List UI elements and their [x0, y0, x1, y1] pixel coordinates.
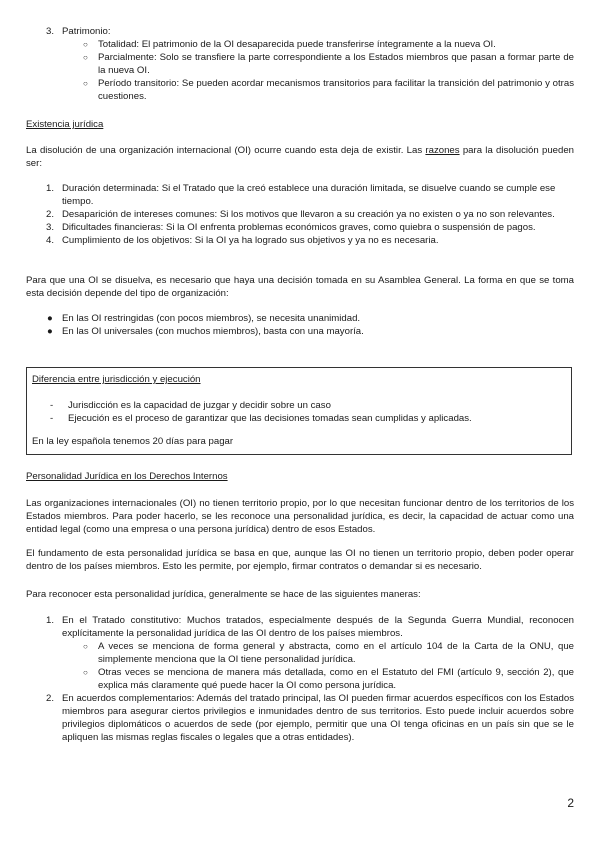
intro-text-end: para la disolución pueden ser: — [26, 145, 574, 169]
dash-bullet-icon: - — [50, 400, 54, 411]
section-heading-personalidad: Personalidad Jurídica en los Derechos Internos — [26, 471, 228, 482]
razones-link: razones — [425, 145, 460, 156]
sub-item-text: Otras veces se menciona de manera más detallada, como en el Estatuto del FMI (artículo 9, sección 2), que explica más claramente qué puede hacer la OI como persona jurídica. — [98, 667, 574, 691]
section-heading-existencia: Existencia jurídica — [26, 119, 104, 130]
sub-item-text: A veces se menciona de forma general y abstracta, como en el artículo 104 de la Carta de la ONU, que simplemente menciona que la OI tiene personalidad jurídica. — [98, 641, 574, 665]
intro-text: La disolución de una organización internacional (OI) ocurre cuando esta deja de existir. Las — [26, 145, 426, 156]
personalidad-list — [26, 614, 574, 744]
reason-text: Duración determinada: Si el Tratado que la creó establece una duración limitada, se disuelve cuando se cumple ese tiempo. — [62, 183, 556, 207]
patrimonio-periodo-transitorio: Período transitorio: Se pueden acordar mecanismos transitorios para facilitar la transición del patrimonio y otras cuestiones. — [98, 78, 574, 102]
personalidad-para3 — [26, 588, 574, 601]
patrimonio-section — [26, 25, 574, 103]
personalidad-para2 — [26, 547, 574, 573]
list-number: 2. — [46, 693, 55, 704]
list-number: 1. — [46, 183, 55, 194]
list-item-text: En acuerdos complementarios: Además del tratado principal, las OI pueden firmar acuerdos específicos con los Estados miembros para asegurar ciertos privilegios e inmunidades dentro de sus territorios. Esto puede incluir acuerdos sobre privilegios diplomáticos o acuerdos de sede (por ejemplo, permitir que una OI tenga oficinas en un país sin que se le apliquen las mismas reglas fiscales o legales que a otras entidades). — [62, 693, 574, 743]
patrimonio-item — [26, 25, 574, 38]
list-item — [26, 221, 574, 234]
mayoria-bullets — [26, 312, 574, 338]
circle-bullet-icon: ○ — [83, 642, 88, 651]
sub-list-item — [26, 640, 574, 666]
existencia-intro — [26, 144, 574, 170]
dash-bullet-icon: - — [50, 413, 54, 424]
paragraph-text: El fundamento de esta personalidad jurídica se basa en que, aunque las OI no tienen un territorio propio, deben poder operar dentro de los países miembros. Esto les permite, por ejemplo, firmar contratos o demandar si es necesario. — [26, 548, 574, 572]
patrimonio-totalidad: Totalidad: El patrimonio de la OI desaparecida puede transferirse íntegramente a la nueva OI. — [98, 39, 496, 50]
list-item — [26, 182, 574, 208]
list-number: 3. — [46, 26, 55, 37]
personalidad-para1 — [26, 497, 574, 536]
circle-bullet-icon: ○ — [83, 40, 88, 49]
list-item — [26, 692, 574, 744]
paragraph-text: Para reconocer esta personalidad jurídica, generalmente se hace de las siguientes maneras: — [26, 589, 421, 600]
existencia-heading-block — [26, 118, 574, 131]
sub-list-item — [26, 77, 574, 103]
circle-bullet-icon: ○ — [83, 79, 88, 88]
list-number: 2. — [46, 209, 55, 220]
bullet-text: En las OI restringidas (con pocos miembros), se necesita unanimidad. — [62, 313, 361, 324]
list-number: 1. — [46, 615, 55, 626]
bullet-icon: ● — [47, 326, 53, 337]
bullet-text: En las OI universales (con muchos miembros), basta con una mayoría. — [62, 326, 364, 337]
box-item-text: Ejecución es el proceso de garantizar que las decisiones tomadas sean cumplidas y aplicadas. — [68, 413, 472, 424]
list-item — [32, 399, 562, 412]
disolucion-paragraph — [26, 274, 574, 300]
paragraph-text: Para que una OI se disuelva, es necesario que haya una decisión tomada en su Asamblea General. La forma en que se toma esta decisión depende del tipo de organización: — [26, 275, 574, 299]
list-number: 4. — [46, 235, 55, 246]
reason-text: Desaparición de intereses comunes: Si los motivos que llevaron a su creación ya no existen o ya no son relevantes. — [62, 209, 555, 220]
bullet-icon: ● — [47, 313, 53, 324]
box-note: En la ley española tenemos 20 días para pagar — [32, 436, 234, 447]
list-number: 3. — [46, 222, 55, 233]
box-item-text: Jurisdicción es la capacidad de juzgar y decidir sobre un caso — [68, 400, 331, 411]
sub-list-item — [26, 51, 574, 77]
list-item-text: En el Tratado constitutivo: Muchos tratados, especialmente después de la Segunda Guerra Mundial, reconocen explícitamente la personalidad jurídica de las OI dentro de los países miembros. — [62, 615, 574, 639]
list-item — [26, 234, 574, 247]
personalidad-heading-block — [26, 470, 574, 483]
list-item — [32, 412, 562, 425]
jurisdiccion-note-box — [26, 367, 572, 455]
reason-text: Dificultades financieras: Si la OI enfrenta problemas económicos graves, como quiebra o suspensión de pagos. — [62, 222, 536, 233]
list-item — [26, 325, 574, 338]
patrimonio-title: Patrimonio: — [62, 26, 111, 37]
sub-list-item — [26, 666, 574, 692]
sub-list-item — [26, 38, 574, 51]
page-number: 2 — [567, 796, 574, 810]
circle-bullet-icon: ○ — [83, 53, 88, 62]
reasons-list — [26, 182, 574, 247]
box-heading: Diferencia entre jurisdicción y ejecución — [32, 374, 201, 385]
patrimonio-parcialmente: Parcialmente: Solo se transfiere la parte correspondiente a los Estados miembros que pasan a formar parte de la nueva OI. — [98, 52, 574, 76]
paragraph-text: Las organizaciones internacionales (OI) no tienen territorio propio, por lo que necesitan funcionar dentro de los territorios de los Estados miembros. Para poder hacerlo, se les reconoce una personalidad jurídica, es decir, la capacidad de actuar como una entidad legal (como una empresa o una persona jurídica) dentro de esos Estados. — [26, 498, 574, 535]
list-item — [26, 208, 574, 221]
list-item — [26, 614, 574, 640]
reason-text: Cumplimiento de los objetivos: Si la OI ya ha logrado sus objetivos y ya no es necesaria. — [62, 235, 439, 246]
list-item — [26, 312, 574, 325]
circle-bullet-icon: ○ — [83, 668, 88, 677]
